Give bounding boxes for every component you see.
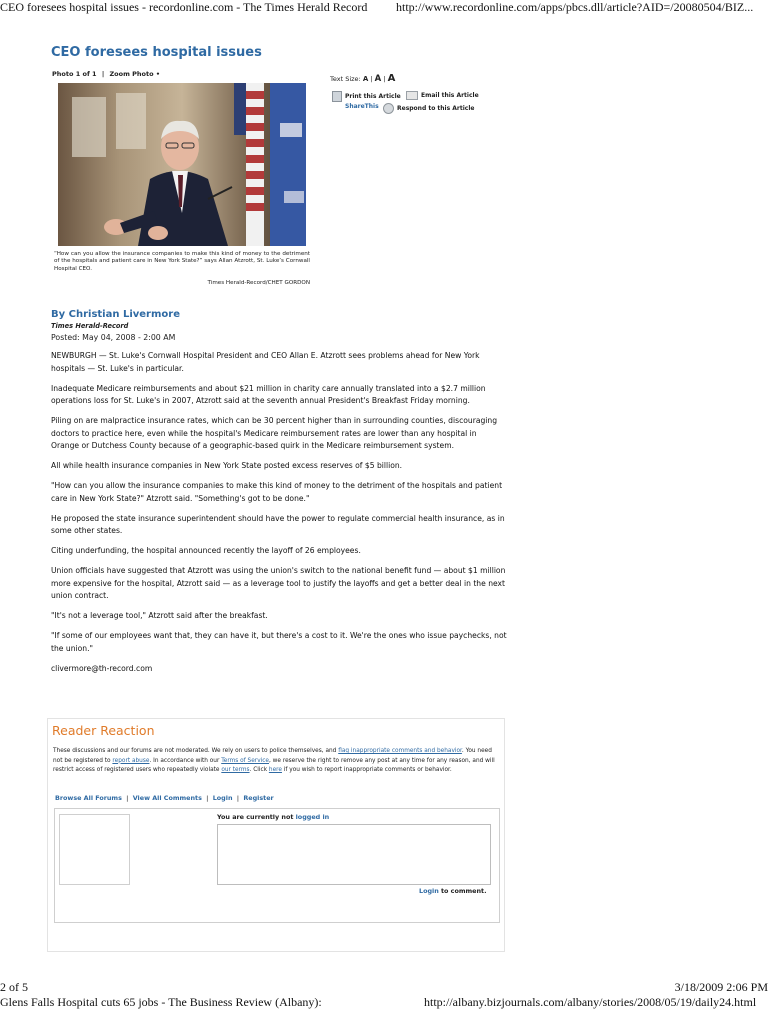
article-paragraph: Piling on are malpractice insurance rates, which can be 30 percent higher than in surrounding counties, discouraging doctors to practice here, even while the hospital's Medicare reimbursement rates are lower than any hospital in Orange or Dutchess County because of a geographic-based quirk in the Medicare reimbursement system. <box>51 416 498 450</box>
reader-reaction-section <box>47 718 505 952</box>
reader-reaction-title: Reader Reaction <box>52 723 155 738</box>
text-size-separator: | <box>370 75 373 83</box>
text-size-small-button[interactable]: A <box>362 75 369 83</box>
printer-icon <box>332 91 342 102</box>
text-size-large-button[interactable]: A <box>387 73 396 84</box>
article-photo[interactable] <box>58 83 306 246</box>
email-article-link[interactable] <box>406 91 479 100</box>
login-link[interactable]: Login <box>212 794 233 802</box>
respond-article-label: Respond to this Article <box>397 105 475 112</box>
login-status <box>217 813 329 821</box>
article-paragraph: "It's not a leverage tool," Atzrott said after the breakfast. <box>51 611 268 620</box>
link-separator: | <box>236 794 240 802</box>
email-article-label: Email this Article <box>421 92 479 99</box>
next-page-url: http://albany.bizjournals.com/albany/stories/2008/05/19/daily24.html <box>424 995 757 1009</box>
print-article-link[interactable] <box>332 91 401 102</box>
forum-links <box>55 794 274 802</box>
login-to-comment-text: to comment. <box>438 887 487 895</box>
notice-text: . In accordance with our <box>149 757 222 764</box>
next-page-title: Glens Falls Hospital cuts 65 jobs - The Business Review (Albany): <box>0 995 322 1009</box>
zoom-photo-link[interactable]: Zoom Photo • <box>109 70 160 78</box>
notice-text: . You need not be registered to <box>53 748 492 764</box>
share-this-link[interactable]: ShareThis <box>345 103 379 110</box>
link-separator: | <box>126 794 129 802</box>
article-paragraph: Union officials have suggested that Atzrott was using the union's switch to the national benefit fund — about $1 million more expensive for the hospital, Atzrott said — as a leverage tool to justify the layoffs and get a better deal in the next union contract. <box>51 566 506 600</box>
browse-forums-link[interactable]: Browse All Forums <box>55 794 122 802</box>
flag-comments-link[interactable]: flag inappropriate comments and behavior <box>338 748 462 754</box>
publication-name: Times Herald-Record <box>51 322 129 330</box>
view-comments-link[interactable]: View All Comments <box>132 794 202 802</box>
photo-nav <box>52 70 163 78</box>
register-link[interactable]: Register <box>243 794 274 802</box>
notice-text: These discussions and our forums are not moderated. We rely on users to police themselves, and <box>53 748 339 754</box>
login-status-text: You are currently not <box>217 813 296 821</box>
comment-textarea[interactable] <box>217 824 491 885</box>
photo-credit: Times Herald-Record/CHET GORDON <box>207 280 310 286</box>
article-body <box>51 350 507 683</box>
notice-text: , we reserve the right to remove any post at any time for any reason, and will restrict access of registered users who repeatedly violate <box>53 757 495 773</box>
print-header-url: http://www.recordonline.com/apps/pbcs.dll/article?AID=/20080504/BIZ... <box>396 0 754 14</box>
print-datetime: 3/18/2009 2:06 PM <box>674 980 768 994</box>
avatar <box>59 814 130 885</box>
author-email[interactable]: clivermore@th-record.com <box>51 663 153 673</box>
article-paragraph: All while health insurance companies in New York State posted excess reserves of $5 billion. <box>51 461 403 470</box>
article-paragraph: He proposed the state insurance superintendent should have the power to regulate commercial health insurance, as in some other states. <box>51 513 505 535</box>
article-title: CEO foresees hospital issues <box>51 45 262 60</box>
article-paragraph: "How can you allow the insurance companies to make this kind of money to the detriment of the hospitals and patient care in New York State?" Atzrott said. "Something's got to be done." <box>51 481 503 503</box>
print-article-label: Print this Article <box>345 93 401 100</box>
photo-counter: Photo 1 of 1 <box>52 70 97 78</box>
print-header <box>0 0 768 16</box>
photo-nav-separator: | <box>101 70 105 78</box>
article-paragraph: Inadequate Medicare reimbursements and about $21 million in charity care annually translated into a $2.7 million operations loss for St. Luke's in 2007, Atzrott said at the seventh annual President's Breakfast Friday morning. <box>51 383 486 405</box>
article-paragraph: NEWBURGH — St. Luke's Cornwall Hospital President and CEO Allan E. Atzrott sees problems ahead for New York hospitals — St. Luke's in particular. <box>51 351 480 373</box>
notice-text: . Click <box>249 767 269 773</box>
terms-of-service-link[interactable]: Terms of Service <box>221 757 269 764</box>
text-size-label: Text Size: <box>330 75 361 83</box>
next-page-header <box>0 995 768 1009</box>
respond-article-link[interactable] <box>383 103 474 114</box>
article-paragraph: "If some of our employees want that, they can have it, but there's a cost to it. We're the ones who issue paychecks, not the union." <box>51 631 507 653</box>
posted-date: Posted: May 04, 2008 - 2:00 AM <box>51 333 176 342</box>
notice-text: if you wish to report inappropriate comments or behavior. <box>281 767 452 773</box>
login-to-comment-link[interactable]: Login <box>419 887 439 895</box>
our-terms-link[interactable]: our terms <box>221 767 250 773</box>
page-count: 2 of 5 <box>0 980 28 994</box>
text-size-separator: | <box>383 75 386 83</box>
report-abuse-link[interactable]: report abuse <box>112 757 150 764</box>
photo-caption: “How can you allow the insurance companies to make this kind of money to the detriment of the hospitals and patient care in New York State?” says Allan Atzrott, St. Luke’s Cornwall Hospital CEO. <box>54 251 310 272</box>
login-to-comment <box>419 887 487 895</box>
article-paragraph: Citing underfunding, the hospital announced recently the layoff of 26 employees. <box>51 546 361 555</box>
moderation-notice <box>53 747 497 776</box>
logged-in-link[interactable]: logged in <box>295 813 330 821</box>
byline[interactable]: By Christian Livermore <box>51 309 180 320</box>
comment-bubble-icon <box>383 103 394 114</box>
link-separator: | <box>206 794 209 802</box>
print-header-title: CEO foresees hospital issues - recordonline.com - The Times Herald Record <box>0 0 368 14</box>
here-link[interactable]: here <box>268 767 282 773</box>
text-size-control <box>330 73 395 84</box>
text-size-medium-button[interactable]: A <box>374 74 382 84</box>
comment-panel <box>54 808 500 923</box>
envelope-icon <box>406 91 418 100</box>
